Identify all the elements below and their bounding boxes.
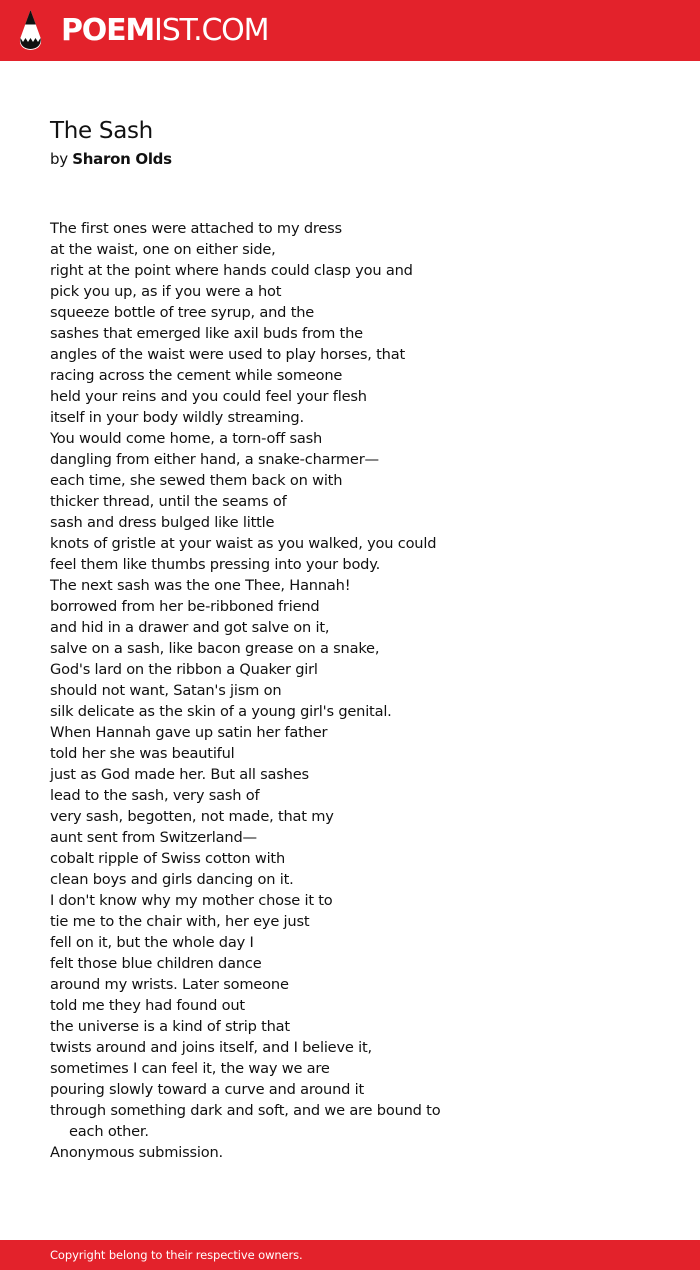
- poem-line: told her she was beautiful: [50, 745, 235, 762]
- poem-line: through something dark and soft, and we are bound to: [50, 1102, 441, 1119]
- poem-line: sashes that emerged like axil buds from the: [50, 325, 363, 342]
- poem-line: tie me to the chair with, her eye just: [50, 913, 310, 930]
- poem-line: Anonymous submission.: [50, 1144, 223, 1161]
- poem-line: God's lard on the ribbon a Quaker girl: [50, 661, 318, 678]
- poem-line: You would come home, a torn-off sash: [50, 430, 323, 447]
- copyright-text: Copyright belong to their respective owners.: [50, 1248, 303, 1262]
- poem-line: felt those blue children dance: [50, 955, 262, 972]
- poem-line: The first ones were attached to my dress: [50, 220, 342, 237]
- poem-line: and hid in a drawer and got salve on it,: [50, 619, 330, 636]
- poem-line: feel them like thumbs pressing into your body.: [50, 556, 381, 573]
- by-label: by: [50, 150, 68, 168]
- poem-title: The Sash: [50, 118, 153, 144]
- pencil-tip-icon[interactable]: [17, 9, 44, 51]
- poem-line: aunt sent from Switzerland—: [50, 829, 257, 846]
- poem-line: each other.: [69, 1123, 149, 1140]
- poem-line: I don't know why my mother chose it to: [50, 892, 333, 909]
- poem-line: very sash, begotten, not made, that my: [50, 808, 334, 825]
- poem-line: cobalt ripple of Swiss cotton with: [50, 850, 286, 867]
- site-footer: [0, 1240, 700, 1270]
- poem-line: racing across the cement while someone: [50, 367, 343, 384]
- poem-line: just as God made her. But all sashes: [50, 766, 309, 783]
- poem-line: thicker thread, until the seams of: [50, 493, 287, 510]
- poem-line: dangling from either hand, a snake-charmer—: [50, 451, 379, 468]
- poem-line: itself in your body wildly streaming.: [50, 409, 304, 426]
- poem-line: right at the point where hands could clasp you and: [50, 262, 413, 279]
- poem-line: pick you up, as if you were a hot: [50, 283, 282, 300]
- poem-line: angles of the waist were used to play horses, that: [50, 346, 405, 363]
- poem-line: fell on it, but the whole day I: [50, 934, 254, 951]
- poem-line: held your reins and you could feel your flesh: [50, 388, 367, 405]
- poem-line: borrowed from her be-ribboned friend: [50, 598, 320, 615]
- byline: [50, 148, 172, 170]
- poem-line: sash and dress bulged like little: [50, 514, 275, 531]
- poem-line: each time, she sewed them back on with: [50, 472, 343, 489]
- poem-body: [50, 218, 670, 1163]
- poem-line: silk delicate as the skin of a young girl's genital.: [50, 703, 392, 720]
- poem-line: told me they had found out: [50, 997, 245, 1014]
- site-header: [0, 0, 700, 61]
- poem-line: salve on a sash, like bacon grease on a snake,: [50, 640, 380, 657]
- poem-line: around my wrists. Later someone: [50, 976, 289, 993]
- poem-line: twists around and joins itself, and I believe it,: [50, 1039, 372, 1056]
- poem-line: When Hannah gave up satin her father: [50, 724, 328, 741]
- poem-line: should not want, Satan's jism on: [50, 682, 282, 699]
- poem-line: knots of gristle at your waist as you walked, you could: [50, 535, 437, 552]
- brand-light: IST.COM: [154, 13, 269, 48]
- poem-line: lead to the sash, very sash of: [50, 787, 260, 804]
- poem-line: pouring slowly toward a curve and around it: [50, 1081, 365, 1098]
- poem-line: the universe is a kind of strip that: [50, 1018, 290, 1035]
- poem-line: The next sash was the one Thee, Hannah!: [50, 577, 351, 594]
- poem-line: at the waist, one on either side,: [50, 241, 276, 258]
- poem-line: clean boys and girls dancing on it.: [50, 871, 294, 888]
- poem-line: squeeze bottle of tree syrup, and the: [50, 304, 315, 321]
- brand-bold: POEM: [61, 13, 155, 48]
- author-name[interactable]: Sharon Olds: [72, 150, 172, 168]
- poem-line: sometimes I can feel it, the way we are: [50, 1060, 330, 1077]
- site-logo[interactable]: [61, 12, 268, 50]
